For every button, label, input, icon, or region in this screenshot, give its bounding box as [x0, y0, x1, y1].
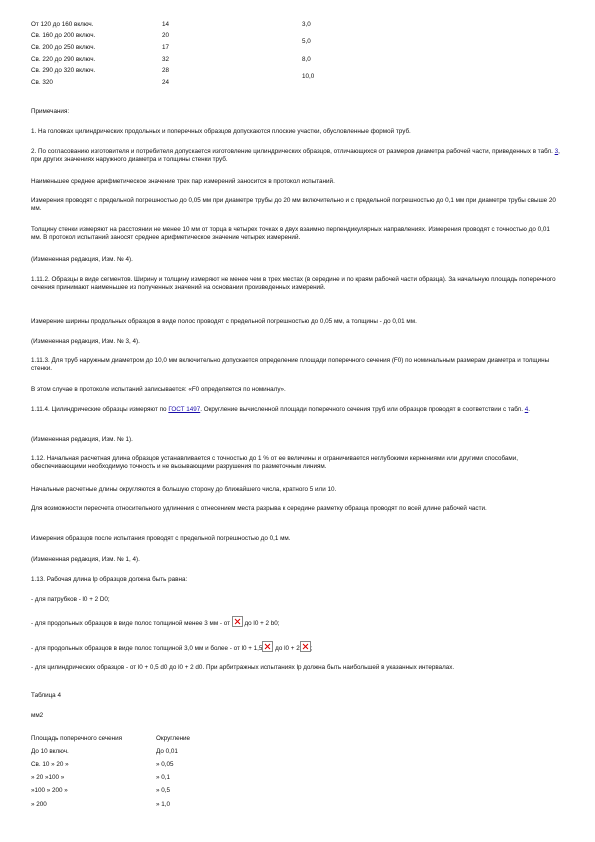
table-cell: 5,0 — [302, 38, 311, 46]
list-item: - для патрубков - l0 + 2 D0; — [31, 596, 110, 603]
table-caption: Таблица 4 — [31, 692, 61, 699]
list-item: - для цилиндрических образцов - от l0 + 0,5 d0 до l0 + 2 d0. При арбитражных испытаниях lр должна быть наибольшей в указанных интервалах. — [31, 664, 455, 671]
paragraph-1-11-2: 1.11.2. Образцы в виде сегментов. Ширину и толщину измеряют не менее чем в трех местах (в середине и по краям рабочей части образца). За начальную площадь поперечного сечения принимают наименьшее из полученных значений на основании произведенных измерений. — [31, 276, 556, 291]
text: - для продольных образцов в виде полос толщиной менее 3 мм - от — [31, 620, 232, 627]
notes-title: Примечания: — [31, 108, 70, 115]
column-header: Округление — [156, 734, 191, 742]
table-row — [31, 65, 382, 77]
table-cell: 3,0 — [302, 20, 311, 28]
table-row — [31, 54, 382, 66]
table-row — [31, 758, 190, 771]
paragraph-1-11-3: 1.11.3. Для труб наружным диаметром до 10,0 мм включительно допускается определение площади поперечного сечения (F0) по номинальным размерам диаметра и толщины стенки. — [31, 357, 550, 372]
table-cell: Св. 290 до 320 включ. — [31, 67, 96, 75]
list-item — [31, 616, 561, 628]
table-cell: 17 — [162, 44, 170, 52]
table-3-link[interactable]: 3 — [554, 148, 559, 155]
table-header-row — [31, 732, 190, 745]
paragraph-1-12: 1.12. Начальная расчетная длина образцов устанавливается с точностью до 1 % от ее величины и ограничивается неглубокими кернениями или другими способами, обеспечивающими необходимую точность и не вызывающими разрушения по разметочным линиям. — [31, 455, 519, 470]
table-cell: 32 — [162, 55, 170, 63]
edit-note: (Измененная редакция, Изм. № 3, 4). — [31, 338, 140, 345]
table-cell: 28 — [162, 67, 170, 75]
table-row — [31, 785, 190, 798]
text: до l0 + 2 b0; — [242, 620, 280, 627]
list-item — [31, 641, 561, 653]
top-table — [31, 19, 382, 89]
text: 1.11.4. Цилиндрические образцы измеряют по — [31, 406, 169, 413]
table-cell: 24 — [162, 78, 170, 86]
table-cell: » 200 — [31, 800, 47, 808]
paragraph: Измерение ширины продольных образцов в виде полос проводят с предельной погрешностью до 0,05 мм, а толщины - до 0,01 мм. — [31, 318, 417, 325]
paragraph: Для возможности пересчета относительного удлинения с отнесением места разрыва к середине разметку образца проводят по всей длине рабочей части. — [31, 505, 487, 512]
paragraph: Измерения образцов после испытания проводят с предельной погрешностью до 0,1 мм. — [31, 535, 291, 542]
table-row — [31, 19, 382, 31]
table-row — [31, 772, 190, 785]
paragraph: Измерения проводят с предельной погрешностью до 0,05 мм при диаметре трубы до 20 мм включительно и с предельной погрешностью до 0,1 мм при диаметре трубы свыше 20 мм. — [31, 197, 556, 212]
unit-label: мм2 — [31, 712, 44, 719]
edit-note: (Измененная редакция, Изм. № 1). — [31, 436, 133, 443]
table-cell: »100 » 200 » — [31, 787, 68, 795]
edit-note: (Измененная редакция, Изм. № 4). — [31, 256, 133, 263]
rounding-table — [31, 732, 190, 811]
paragraph-1-13: 1.13. Рабочая длина lр образцов должна быть равна: — [31, 576, 188, 583]
table-cell: До 0,01 — [156, 747, 178, 755]
table-cell: Св. 200 до 250 включ. — [31, 44, 96, 52]
table-cell: » 0,1 — [156, 774, 171, 782]
text: - для продольных образцов в виде полос толщиной 3,0 мм и более - от l0 + 1,5 — [31, 645, 263, 652]
table-cell: 8,0 — [302, 55, 311, 63]
text: , при других значениях наружного диаметра и толщины стенки труб. — [31, 148, 560, 163]
broken-image-icon — [232, 616, 243, 627]
table-cell: » 1,0 — [156, 800, 171, 808]
text: . — [528, 406, 530, 413]
text: . Округление вычисленной площади поперечного сечения труб или образцов проводят в соответствии с табл. — [200, 406, 525, 413]
paragraph: Начальные расчетные длины округляются в большую сторону до ближайшего числа, кратного 5 или 10. — [31, 486, 337, 493]
table-4-link[interactable]: 4 — [524, 406, 529, 413]
table-cell: Св. 320 — [31, 78, 53, 86]
table-row — [31, 745, 190, 758]
broken-image-icon — [262, 641, 273, 652]
edit-note: (Измененная редакция, Изм. № 1, 4). — [31, 556, 140, 563]
paragraph: Наименьшее среднее арифметическое значение трех пар измерений заносится в протокол испытаний. — [31, 178, 335, 185]
table-cell: Св. 220 до 290 включ. — [31, 55, 96, 63]
text: 2. По согласованию изготовителя и потребителя допускается изготовление цилиндрических образцов, отличающихся от размеров диаметра рабочей части, приведенных в табл. — [31, 148, 555, 155]
gost-1497-link[interactable]: ГОСТ 1497 — [168, 406, 201, 413]
paragraph: Толщину стенки измеряют на расстоянии не менее 10 мм от торца в четырех точках в двух взаимно перпендикулярных направлениях. Измерения проводят с точностью до 0,01 мм. В протокол испытаний заносят среднее арифметическое значение четырех измерений. — [31, 226, 550, 241]
text: до l0 + 2 — [273, 645, 300, 652]
paragraph: В этом случае в протоколе испытаний записывается: «F0 определяется по номиналу». — [31, 386, 286, 393]
table-cell: 20 — [162, 32, 170, 40]
table-cell: » 0,05 — [156, 761, 174, 769]
table-cell: Св. 10 » 20 » — [31, 761, 69, 769]
table-cell: 14 — [162, 20, 170, 28]
broken-image-icon — [300, 641, 311, 652]
table-cell: От 120 до 160 включ. — [31, 20, 94, 28]
text: ; — [310, 645, 313, 652]
note-1: 1. На головках цилиндрических продольных и поперечных образцов допускаются плоские участки, обусловленные формой труб. — [31, 128, 411, 135]
table-row — [31, 798, 190, 811]
table-row — [31, 31, 382, 43]
table-cell: » 0,5 — [156, 787, 171, 795]
table-cell: » 20 »100 » — [31, 774, 65, 782]
note-2 — [31, 148, 561, 164]
paragraph-1-11-4 — [31, 406, 561, 414]
table-cell: До 10 включ. — [31, 747, 69, 755]
column-header: Площадь поперечного сечения — [31, 734, 123, 742]
table-cell: 10,0 — [302, 73, 315, 81]
table-cell: Св. 160 до 200 включ. — [31, 32, 96, 40]
